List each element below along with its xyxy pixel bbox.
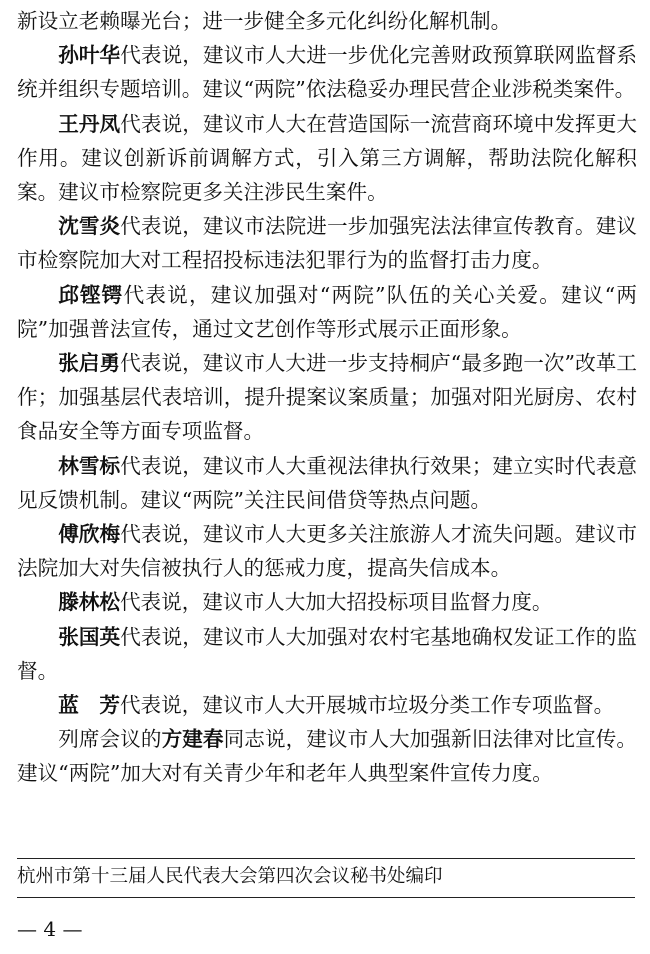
delegate-name: 张国英 <box>58 624 121 649</box>
paragraph-text: 代表说，建议市人大开展城市垃圾分类工作专项监督。 <box>119 693 615 718</box>
paragraph-text: 代表说，建议市人大进一步优化完善财政预算联网监督系统并组织专题培训。建议“两院”依法稳妥办理民营企业涉税类案件。 <box>17 43 638 102</box>
paragraph-delegate <box>17 38 637 106</box>
paragraph-delegate <box>17 620 637 688</box>
paragraph-continuation <box>17 4 637 38</box>
delegate-name: 孙叶华 <box>58 43 121 68</box>
paragraph-delegate <box>17 209 637 277</box>
paragraph-attendee <box>17 722 637 790</box>
paragraph-text: 代表说，建议市人大更多关注旅游人才流失问题。建议市法院加大对失信被执行人的惩戒力度，提高失信成本。 <box>17 522 638 581</box>
paragraph-delegate <box>17 585 637 619</box>
paragraph-text: 代表说，建议市人大加大招投标项目监督力度。 <box>119 590 553 615</box>
paragraph-delegate <box>17 449 637 517</box>
paragraph-text: 代表说，建议市法院进一步加强宪法法律宣传教育。建议市检察院加大对工程招投标违法犯罪行为的监督打击力度。 <box>17 214 638 273</box>
footer-rule-bottom <box>17 897 635 898</box>
paragraph-delegate <box>17 346 637 449</box>
paragraph-delegate <box>17 688 637 722</box>
paragraph-delegate <box>17 278 637 346</box>
delegate-name: 沈雪炎 <box>58 214 121 239</box>
delegate-name: 林雪标 <box>58 453 121 478</box>
delegate-name: 蓝 芳 <box>58 693 120 718</box>
body-text <box>17 4 637 791</box>
paragraph-delegate <box>17 517 637 585</box>
delegate-name: 张启勇 <box>58 351 121 376</box>
paragraph-text: 代表说，建议市人大在营造国际一流营商环境中发挥更大作用。建议创新诉前调解方式，引入第三方调解，帮助法院化解积案。建议市检察院更多关注涉民生案件。 <box>17 111 638 205</box>
attendee-name: 方建春 <box>161 727 224 752</box>
paragraph-text: 新设立老赖曝光台；进一步健全多元化纠纷化解机制。 <box>17 9 512 33</box>
delegate-name: 邱铿锷 <box>58 282 124 307</box>
delegate-name: 傅欣梅 <box>58 522 121 547</box>
delegate-name: 滕林松 <box>58 590 120 615</box>
page-number: — 4 — <box>17 917 83 941</box>
paragraph-prefix: 列席会议的 <box>58 727 162 752</box>
paragraph-text: 代表说，建议市人大加强对农村宅基地确权发证工作的监督。 <box>17 624 638 683</box>
paragraph-delegate <box>17 107 637 210</box>
delegate-name: 王丹凤 <box>58 111 121 136</box>
paragraph-text: 代表说，建议市人大重视法律执行效果；建立实时代表意见反馈机制。建议“两院”关注民间借贷等热点问题。 <box>17 453 638 512</box>
footer-rule-top <box>17 858 635 859</box>
paragraph-text: 代表说，建议市人大进一步支持桐庐“最多跑一次”改革工作；加强基层代表培训，提升提案议案质量；加强对阳光厨房、农村食品安全等方面专项监督。 <box>17 351 637 444</box>
paragraph-text: 代表说，建议加强对“两院”队伍的关心关爱。建议“两院”加强普法宣传，通过文艺创作等形式展示正面形象。 <box>17 282 638 341</box>
paragraph-text: 同志说，建议市人大加强新旧法律对比宣传。建议“两院”加大对有关青少年和老年人典型案件宣传力度。 <box>17 727 638 786</box>
footer-issuer: 杭州市第十三届人民代表大会第四次会议秘书处编印 <box>17 866 443 887</box>
